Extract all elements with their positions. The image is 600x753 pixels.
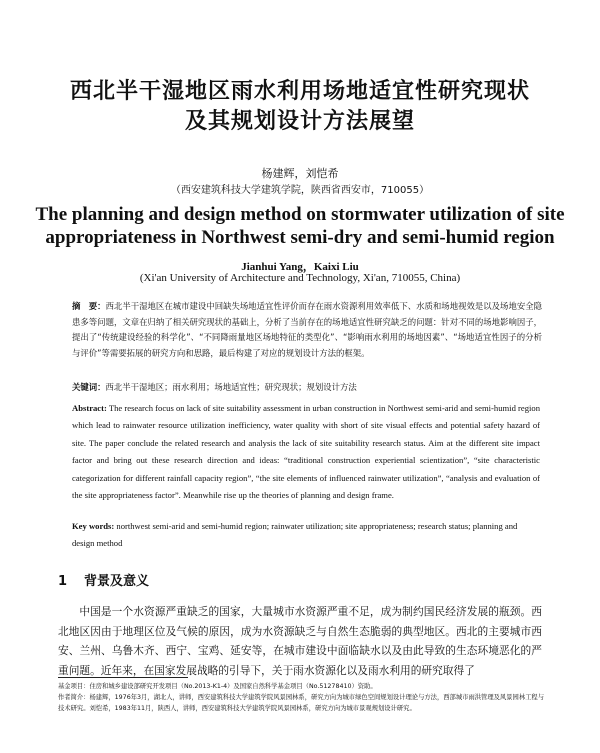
body-paragraph: 中国是一个水资源严重缺乏的国家，大量城市水资源严重不足，成为制约国民经济发展的瓶颈。西北地区因由于地理区位及气候的原因，成为水资源缺乏与自然生态脆弱的典型地区。西北的主要城市西安、兰州、乌鲁木齐、西宁、宝鸡、延安等，在城市建设中面临缺水以及由此导致的生态环境恶化的严重问题。近年来，在国家发展战略的引导下，关于雨水资源化以及雨水利用的研究取得了: [58, 605, 542, 677]
affiliation-cn: （西安建筑科技大学建筑学院，陕西省西安市，710055）: [170, 185, 430, 196]
keywords-en: [72, 518, 540, 553]
keywords-en-label: Key words:: [72, 521, 115, 531]
title-cn-line1: 西北半干湿地区雨水利用场地适宜性研究现状: [69, 79, 530, 104]
section-number: 1: [58, 574, 68, 589]
affiliation-en: (Xi'an University of Architecture and Technology, Xi'an, 710055, China): [139, 272, 461, 284]
footnote-author-bio: 作者简介：杨建辉，1976年3月，湖北人，讲师，西安建筑科技大学建筑学院风景园林系，研究方向为城市绿色空间规划设计理论与方法，西部城市雨洪管理及风景园林工程与技术研究。刘恺希，1983年11月，陕西人，讲师，西安建筑科技大学建筑学院风景园林系，研究方向为城市景观规划设计研究。: [58, 694, 545, 713]
keywords-cn: [72, 381, 542, 393]
abstract-en: [72, 400, 540, 504]
keywords-cn-label: 关键词：: [72, 382, 106, 392]
footnotes: [58, 681, 544, 715]
title-en-line2: appropriateness in Northwest semi-dry and semi-humid region: [45, 227, 555, 248]
abstract-en-label: Abstract:: [72, 403, 107, 413]
title-en-line1: The planning and design method on stormwater utilization of site: [35, 204, 565, 225]
abstract-cn-text: 西北半干湿地区在城市建设中回缺失场地适宜性评价而存在雨水资源利用效率低下、水质和场地视效是以及场地安全隐患多等问题，文章在归纳了相关研究现状的基础上，分析了当前存在的场地适宜性研究缺乏的问题：针对不同的场地影响因子，提出了“传统建设经验的科学化”、“不同降雨量地区场地特征的类型化”、“影响雨水利用的场地因素”、“场地适宜性因子的分析与评价”等需要拓展的研究方向和思路，最后构建了对应的规划设计方法的框架。: [72, 301, 543, 358]
keywords-cn-text: 西北半干湿地区；雨水利用；场地适宜性；研究现状；规划设计方法: [105, 382, 357, 392]
footnote-fund: 基金项目：住房和城乡建设部研究开发项目（No.2013-K1-4）及国家自然科学基金项目（No.51278410）资助。: [58, 683, 377, 690]
abstract-en-text: The research focus on lack of site suitability assessment in urban construction in Northwest semi-arid and semi-humid region which lead to rainwater resource utilization inefficiency, water quality with short of site visual effects and potential safety hazard of site. The paper conclude the related research and analysis the lack of site suitability research status. Aim at the different site impact factor and bring out these research direction and ideas: “traditional construction experiential scientization”, “site characteristic categorization for different rainfall capacity region”, “the site elements of influenced rainwater utilization”, “analysis and evaluation of the site appropriateness factor”. Meanwhile rise up the theories of planning and design frame.: [72, 403, 540, 501]
authors-cn: 杨建辉，刘恺希: [261, 167, 339, 180]
keywords-en-text: northwest semi-arid and semi-humid region; rainwater utilization; site appropriateness; research status; planning and design method: [72, 521, 518, 549]
authors-en: Jianhui Yang，Kaixi Liu: [241, 261, 359, 273]
abstract-cn-label: 摘 要：: [72, 301, 106, 311]
abstract-cn: [72, 299, 542, 361]
title-cn-line2: 及其规划设计方法展望: [184, 109, 415, 134]
section-title: 背景及意义: [84, 574, 150, 589]
footnote-divider: [58, 677, 188, 678]
section-heading: [58, 570, 149, 589]
